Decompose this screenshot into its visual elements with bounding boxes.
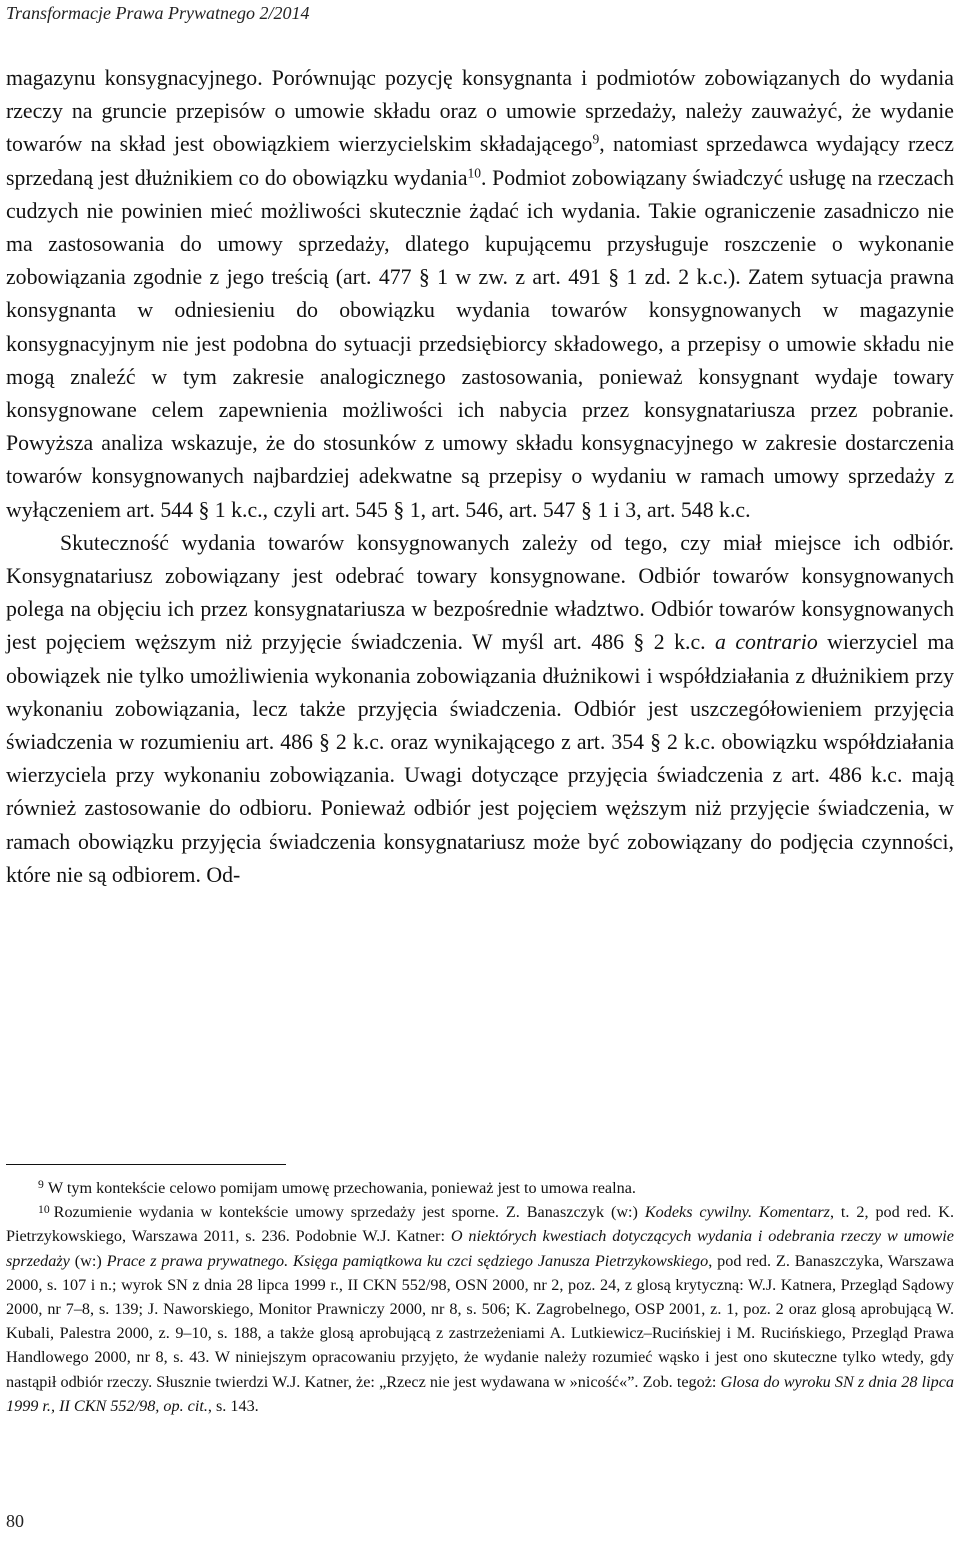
footnote-ref-10[interactable]: 10 [467, 165, 482, 181]
page-number: 80 [6, 1511, 24, 1531]
paragraph-1-part-2: , natomiast sprzedawca wydający rzecz sprzedaną jest dłużnikiem co do obowiązku wydania [6, 132, 954, 190]
running-header: Transformacje Prawa Prywatnego 2/2014 [6, 3, 310, 23]
footnote-divider [6, 1164, 286, 1165]
footnote-10-text-4: , pod red. Z. Banaszczyka, Warszawa 2000, s. 107 i n.; wyrok SN z dnia 28 lipca 1999 r., II CKN 552/98, OSN 2000, nr 2, poz. 24, z glosą krytyczną: W.J. Katnera, Przegląd Sądowy 2000, nr 7–8, s. 139; J. Naworskiego, Monitor Prawniczy 2000, nr 8, s. 506; K. Zagrobelnego, OSP 2001, z. 1, poz. 2 oraz glosą aprobującą W. Kubali, Palestra 2000, z. 9–10, s. 188, a także glosą aprobującą z zastrzeżeniami A. Lutkiewicz–Rucińskiej i M. Rucińskiego, Przegląd Prawa Handlowego 2000, nr 8, s. 43. W niniejszym opracowaniu przyjęto, że wydanie należy rozumieć wąsko i jest ono skuteczne tylko wtedy, gdy nastąpił odbiór rzeczy. Słusznie twierdzi W.J. Katner, że: „Rzecz nie jest wydawana w »nicość«”. Zob. tegoż: [6, 1251, 955, 1391]
footnote-10-italic-3: Prace z prawa prywatnego. Księga pamiątkowa ku czci sędziego Janusza Pietrzykowskiego [106, 1251, 709, 1270]
paragraph-1 [6, 62, 954, 527]
footnote-ref-9[interactable]: 9 [592, 131, 600, 147]
footnote-10-text-2: , t. 2, pod red. K. Pietrzykowskiego, Warszawa 2011, s. 236. Podobnie W.J. Katner: [6, 1203, 955, 1246]
footnote-10-text-1: Rozumienie wydania w kontekście umowy sprzedaży jest sporne. Z. Banaszczyk (w:) [53, 1203, 645, 1222]
paragraph-2-part-1: Skuteczność wydania towarów konsygnowanych zależy od tego, czy miał miejsce ich odbiór. Konsygnatariusz zobowiązany jest odebrać towary konsygnowane. Odbiór towarów konsygnowanych polega na objęciu ich przez konsygnatariusza w bezpośrednie władztwo. Odbiór towarów konsygnowanych jest pojęciem węższym niż przyjęcie świadczenia. W myśl art. 486 § 2 k.c. [6, 530, 954, 655]
footnote-9 [6, 1176, 954, 1200]
paragraph-1-part-1: magazynu konsygnacyjnego. Porównując pozycję konsygnanta i podmiotów zobowiązanych do wydania rzeczy na gruncie przepisów o umowie składu oraz o umowie sprzedaży, należy zauważyć, że wydanie towarów na skład jest obowiązkiem wierzycielskim składającego [6, 66, 954, 157]
footnote-10-number: 10 [38, 1202, 50, 1216]
paragraph-2-italic: a contrario [715, 630, 818, 655]
footnote-9-number: 9 [38, 1178, 44, 1192]
footnote-9-text: W tym kontekście celowo pomijam umowę przechowania, ponieważ jest to umowa realna. [47, 1179, 636, 1197]
footnotes-section [6, 1176, 954, 1418]
footnote-10-italic-1: Kodeks cywilny. Komentarz [644, 1203, 830, 1222]
footnote-10 [6, 1200, 954, 1418]
footnote-10-text-5: , s. 143. [207, 1396, 259, 1415]
paragraph-1-part-3: . Podmiot zobowiązany świadczyć usługę na rzeczach cudzych nie powinien mieć możliwości skutecznie żądać ich wydania. Takie ograniczenie zasadniczo nie ma zastosowania do umowy sprzedaży, dlatego kupującemu przysługuje roszczenie o wykonanie zobowiązania zgodnie z jego treścią (art. 477 § 1 w zw. z art. 491 § 1 zd. 2 k.c.). Zatem sytuacja prawna konsygnanta w odniesieniu do obowiązku wydania towarów konsygnowanych w magazynie konsygnacyjnym nie jest podobna do sytuacji przedsiębiorcy składowego, a przepisy o umowie składu nie mogą znaleźć w tym zakresie analogicznego zastosowania, ponieważ konsygnant wydaje towary konsygnowane celem zapewnienia możliwości ich nabycia przez konsygnatariusza przez pobranie. Powyższa analiza wskazuje, że do stosunków z umowy składu konsygnacyjnego w zakresie dostarczenia towarów konsygnowanych najbardziej adekwatne są przepisy o wydaniu w ramach umowy sprzedaży z wyłączeniem art. 544 § 1 k.c., czyli art. 545 § 1, art. 546, art. 547 § 1 i 3, art. 548 k.c. [6, 165, 954, 522]
footnote-10-italic-2: O niektórych kwestiach dotyczących wydania i odebrania rzeczy w umowie sprzedaży [6, 1227, 954, 1270]
footnote-10-text-3: (w:) [69, 1251, 107, 1270]
paragraph-2 [6, 527, 954, 892]
main-text [6, 62, 954, 892]
footnote-10-italic-4: Glosa do wyroku SN z dnia 28 lipca 1999 r., II CKN 552/98, op. cit. [6, 1372, 954, 1415]
paragraph-2-part-2: wierzyciel ma obowiązek nie tylko umożliwienia wykonania zobowiązania dłużnikowi i współdziałania z dłużnikiem przy wykonaniu zobowiązania, lecz także przyjęcia świadczenia. Odbiór jest uszczegółowieniem przyjęcia świadczenia w rozumieniu art. 486 § 2 k.c. oraz wynikającego z art. 354 § 2 k.c. obowiązku współdziałania wierzyciela przy wykonaniu zobowiązania. Uwagi dotyczące przyjęcia świadczenia z art. 486 k.c. mają również zastosowanie do odbioru. Ponieważ odbiór jest pojęciem węższym niż przyjęcie świadczenia, w ramach obowiązku przyjęcia świadczenia konsygnatariusz może być zobowiązany do podjęcia czynności, które nie są odbiorem. Od- [6, 630, 954, 887]
